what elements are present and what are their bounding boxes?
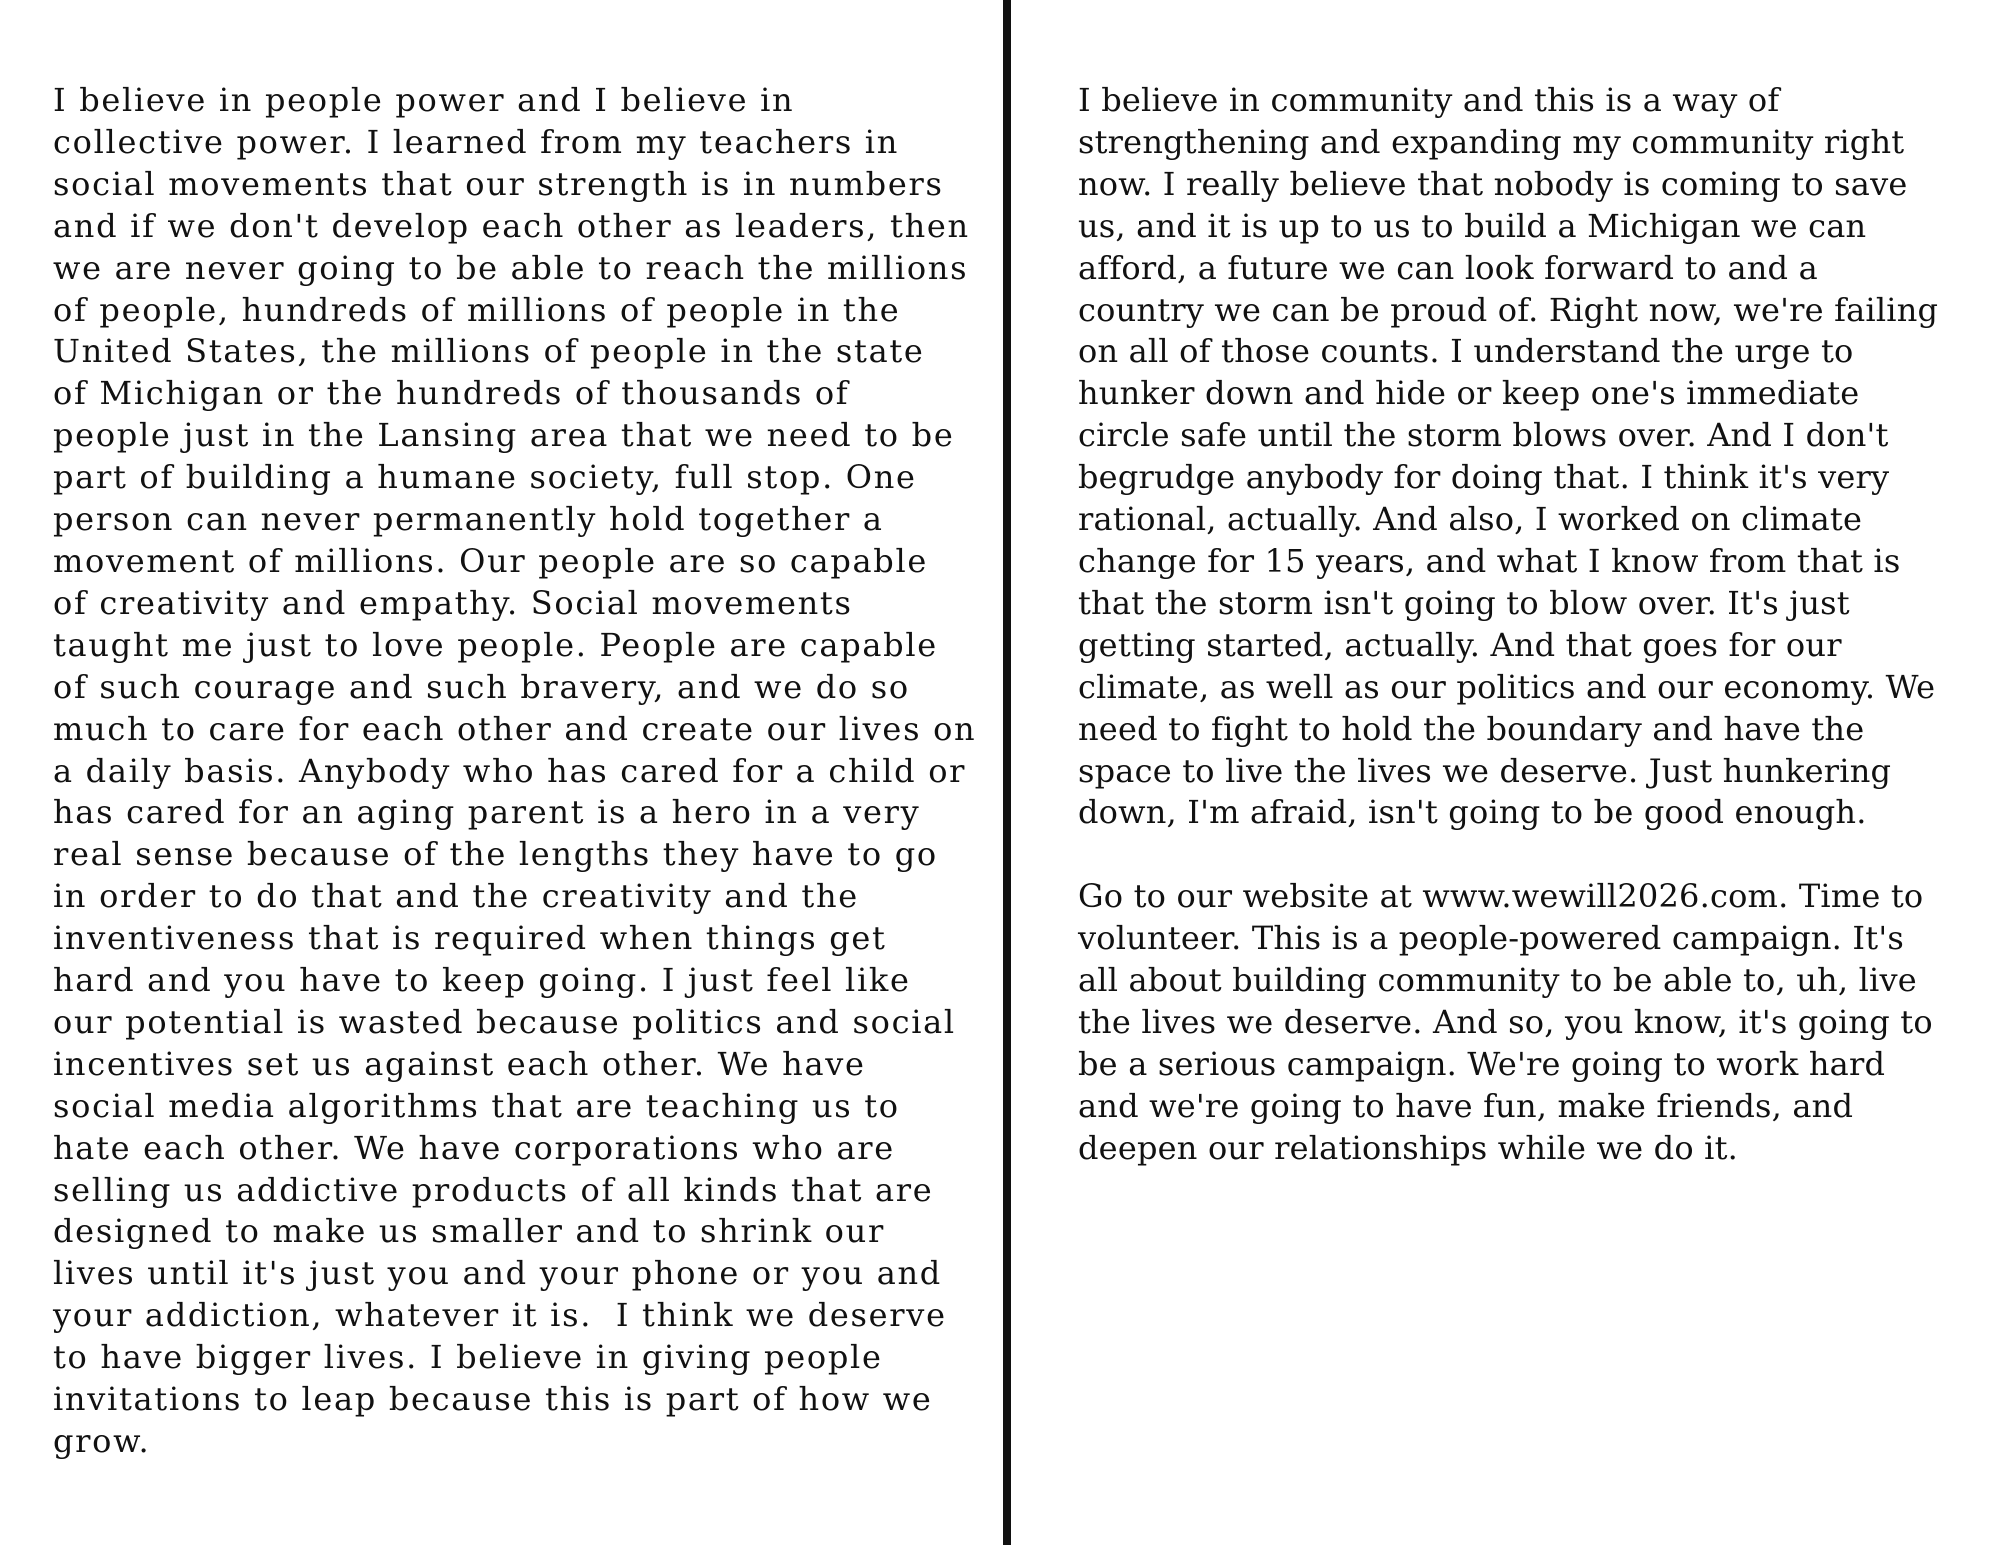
- left-line: social movements that our strength is in numbers: [53, 164, 944, 203]
- right-line: need to fight to hold the boundary and have the: [1078, 709, 1865, 748]
- left-line: our potential is wasted because politics and social: [53, 1002, 956, 1041]
- left-line: taught me just to love people. People are capable: [53, 625, 938, 664]
- right-line: country we can be proud of. Right now, we're failing: [1078, 290, 1939, 329]
- left-line: social media algorithms that are teaching us to: [53, 1086, 900, 1125]
- left-line: real sense because of the lengths they have to go: [53, 835, 938, 874]
- left-line: a daily basis. Anybody who has cared for a child or: [53, 751, 967, 790]
- left-line: in order to do that and the creativity and the: [53, 877, 859, 916]
- right-line: strengthening and expanding my community right: [1078, 122, 1905, 161]
- right-line: I believe in community and this is a way of: [1078, 81, 1780, 119]
- left-line: inventiveness that is required when things get: [53, 919, 887, 958]
- right-line: down, I'm afraid, isn't going to be good enough.: [1078, 793, 1867, 832]
- left-line: I believe in people power and I believe in: [53, 81, 795, 119]
- right-line: getting started, actually. And that goes for our: [1078, 625, 1842, 664]
- right-line: climate, as well as our politics and our economy. We: [1078, 667, 1936, 706]
- left-line: hard and you have to keep going. I just feel like: [53, 961, 911, 1000]
- left-line: person can never permanently hold together a: [53, 500, 884, 539]
- right-line: now. I really believe that nobody is coming to save: [1078, 164, 1908, 203]
- left-line: movement of millions. Our people are so capable: [53, 541, 929, 580]
- right-line: volunteer. This is a people-powered campaign. It's: [1078, 919, 1904, 958]
- left-line: has cared for an aging parent is a hero in a very: [53, 793, 921, 832]
- right-line: deepen our relationships while we do it.: [1078, 1128, 1739, 1167]
- right-paragraph-1: [1078, 80, 1958, 834]
- left-line: lives until it's just you and your phone or you and: [53, 1254, 942, 1293]
- left-line: of Michigan or the hundreds of thousands of: [53, 374, 850, 413]
- right-line: us, and it is up to us to build a Michigan we can: [1078, 206, 1867, 245]
- right-line: that the storm isn't going to blow over. It's just: [1078, 583, 1850, 622]
- right-paragraph-2: [1078, 876, 1958, 1169]
- right-column: [1078, 80, 1958, 1170]
- right-line: all about building community to be able to, uh, live: [1078, 961, 1917, 1000]
- right-line: circle safe until the storm blows over. And I don't: [1078, 416, 1889, 455]
- right-line: space to live the lives we deserve. Just hunkering: [1078, 751, 1892, 790]
- left-line: to have bigger lives. I believe in giving people: [53, 1338, 883, 1377]
- left-line: of creativity and empathy. Social movements: [53, 583, 853, 622]
- left-line: hate each other. We have corporations who are: [53, 1128, 895, 1167]
- right-line: be a serious campaign. We're going to work hard: [1078, 1044, 1886, 1083]
- left-line: your addiction, whatever it is. I think we deserve: [53, 1296, 947, 1335]
- left-line: part of building a humane society, full stop. One: [53, 458, 917, 497]
- right-line: Go to our website at www.wewill2026.com. Time to: [1078, 877, 1924, 916]
- right-line: and we're going to have fun, make friends, and: [1078, 1086, 1854, 1125]
- left-line: United States, the millions of people in the state: [53, 332, 925, 371]
- left-line: much to care for each other and create our lives on: [53, 709, 977, 748]
- left-line: we are never going to be able to reach the millions: [53, 248, 969, 287]
- left-line: grow.: [53, 1422, 151, 1460]
- left-line: incentives set us against each other. We have: [53, 1044, 866, 1083]
- left-column: [53, 80, 983, 1463]
- right-line: on all of those counts. I understand the urge to: [1078, 332, 1854, 371]
- right-line: the lives we deserve. And so, you know, it's going to: [1078, 1002, 1933, 1041]
- left-line: and if we don't develop each other as leaders, then: [53, 206, 970, 245]
- left-line: collective power. I learned from my teachers in: [53, 122, 900, 161]
- right-line: hunker down and hide or keep one's immediate: [1078, 374, 1860, 413]
- left-line: designed to make us smaller and to shrink our: [53, 1212, 885, 1251]
- left-line: of people, hundreds of millions of people in the: [53, 290, 901, 329]
- paragraph-gap: [1078, 834, 1958, 876]
- right-line: begrudge anybody for doing that. I think it's very: [1078, 458, 1890, 497]
- right-line: afford, a future we can look forward to and a: [1078, 248, 1818, 287]
- left-line: invitations to leap because this is part of how we: [53, 1380, 933, 1419]
- right-line: rational, actually. And also, I worked on climate: [1078, 500, 1863, 539]
- left-line: selling us addictive products of all kinds that are: [53, 1170, 934, 1209]
- right-line: change for 15 years, and what I know from that is: [1078, 541, 1901, 580]
- column-divider: [1003, 0, 1011, 1545]
- left-line: people just in the Lansing area that we need to be: [53, 416, 955, 455]
- left-line: of such courage and such bravery, and we do so: [53, 667, 910, 706]
